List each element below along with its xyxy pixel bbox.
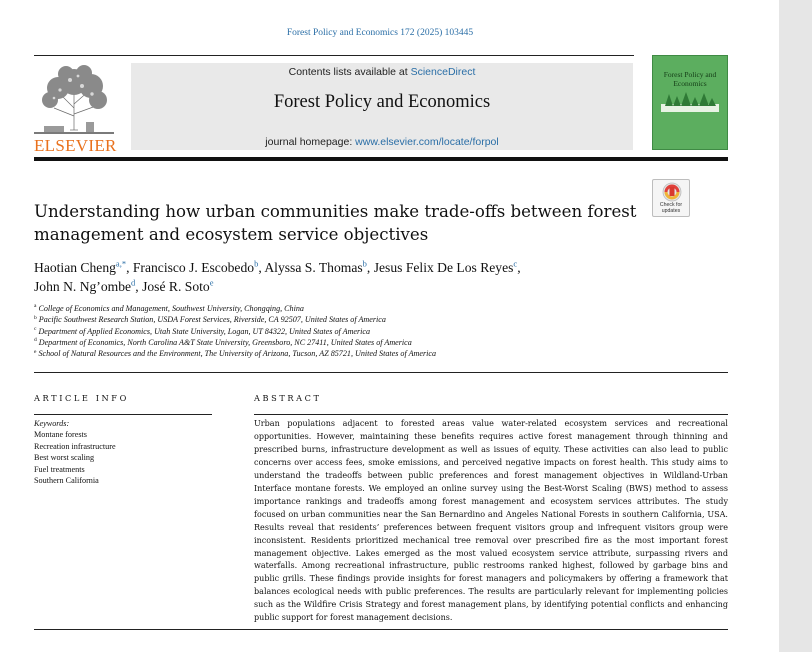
affiliation-text: College of Economics and Management, Southwest University, Chongqing, China [38,304,304,313]
header-thick-rule [34,157,728,161]
bottom-rule [34,629,728,630]
abstract-heading: ABSTRACT [254,393,322,403]
affiliation-mark: e [34,348,37,355]
affiliation-text: Pacific Southwest Research Station, USDA Forest Services, Riverside, CA 92507, United States of America [38,315,386,325]
cover-title: Forest Policy and Economics [663,70,717,88]
author-affiliation-mark[interactable]: b [362,258,367,269]
paper-title: Understanding how urban communities make trade-offs between forest management and ecosystem service objectives [34,202,637,244]
elsevier-wordmark[interactable]: ELSEVIER [34,136,117,155]
abstract-rule [254,414,728,415]
keyword-item: Best worst scaling [34,453,95,463]
check-label-line2: updates [661,207,681,214]
keyword-item: Southern California [34,476,99,486]
affiliation-mark: a [34,303,37,310]
author-name[interactable]: Jesus Felix De Los Reyes [373,260,514,275]
affiliation-item [34,303,734,314]
article-info-heading: ARTICLE INFO [34,393,129,403]
affiliation-text: School of Natural Resources and the Environment, The University of Arizona, Tucson, AZ 85721, United States of America [38,349,436,359]
keywords-label: Keywords: [34,419,70,428]
author-separator: , [366,260,374,275]
affiliation-list [34,303,734,359]
contents-prefix: Contents lists available at [288,66,411,78]
affiliation-mark: c [34,325,37,332]
section-rule [34,372,728,373]
author-affiliation-mark[interactable]: e [209,277,214,288]
top-rule [34,55,634,56]
keyword-item: Montane forests [34,430,87,440]
keywords-block [34,418,212,486]
check-for-updates-icon [653,180,691,204]
check-label-line1: Check for [659,202,683,208]
affiliation-text: Department of Applied Economics, Utah State University, Logan, UT 84322, United States of America [38,326,371,336]
author-affiliation-mark[interactable]: c [513,258,518,269]
author-affiliation-mark[interactable]: a,* [115,258,127,269]
author-affiliation-mark[interactable]: b [254,258,259,269]
affiliation-item [34,337,734,348]
journal-reference-link[interactable]: Forest Policy and Economics 172 (2025) 103445 [286,28,474,38]
author-affiliation-mark[interactable]: d [131,277,136,288]
sciencedirect-link[interactable]: ScienceDirect [410,66,476,78]
affiliation-text: Department of Economics, North Carolina A&T State University, Greensboro, NC 27411, United States of America [38,337,412,347]
check-for-updates-button[interactable] [652,179,690,217]
scrollbar-track[interactable] [779,0,812,652]
homepage-prefix: journal homepage: [265,136,356,148]
abstract-text: Urban populations adjacent to forested areas value water-related ecosystem services and recreational opportunities. However, maintaining these benefits requires active forest management through thinning and prescribed burns, infrastructure development as well as issues of equity. These activities can also lead to public concerns over access fees, smoke emissions, and perceived negative impacts on forest health. This study aims to understand the tradeoffs between public preferences and forest management objectives in Wildland-Urban Interface montane forests. We employed an online survey using the Best-Worst Scaling (BWS) method to assess importance rankings and tradeoffs among forest management and ecosystem services attributes. The study focused on urban communities near the San Bernardino and Angeles National Forests in southern California, USA. Results reveal that residents’ preferences between frequent visitors group and infrequent visitors group were inconsistent. Residents prioritized mechanical tree removal over prescribed fire as the most important forest management objective. Lakes emerged as the most valued ecosystem service attribute, surpassing rivers and waterfalls. Among recreational infrastructure, public restrooms ranked highest, followed by garbage bins and public grills. These findings provide insights for forest managers and policymakers by offering a framework that balances ecological needs with public preferences. The results are particularly relevant for implementing policies such as the Wildfire Crisis Strategy and forest management plans, by identifying potential conflicts and enhancing public support for forest management decisions. [254,419,728,623]
author-list [34,258,674,296]
journal-header-box [131,63,633,150]
affiliation-item [34,326,734,337]
cover-forest-icon [661,90,719,112]
contents-line [131,66,633,78]
author-name[interactable]: Francisco J. Escobedo [132,260,255,275]
affiliation-item [34,314,734,325]
author-name[interactable]: Haotian Cheng [34,260,116,275]
article-info-rule [34,414,212,415]
author-name[interactable]: Alyssa S. Thomas [264,260,363,275]
affiliation-item [34,348,734,359]
journal-homepage-link[interactable]: www.elsevier.com/locate/forpol [355,136,499,148]
keyword-item: Recreation infrastructure [34,441,116,451]
author-separator: , [126,260,133,275]
keyword-item: Fuel treatments [34,464,85,474]
affiliation-mark: d [34,337,37,344]
check-for-updates-label [653,203,689,214]
author-name[interactable]: José R. Soto [142,279,210,294]
journal-cover-thumbnail[interactable] [652,55,728,150]
author-separator: , [135,279,143,294]
homepage-line [131,136,633,148]
author-separator: , [517,260,521,275]
author-name[interactable]: John N. Ng’ombe [34,279,132,294]
journal-title: Forest Policy and Economics [273,92,491,112]
affiliation-mark: b [34,314,37,321]
author-separator: , [258,260,265,275]
